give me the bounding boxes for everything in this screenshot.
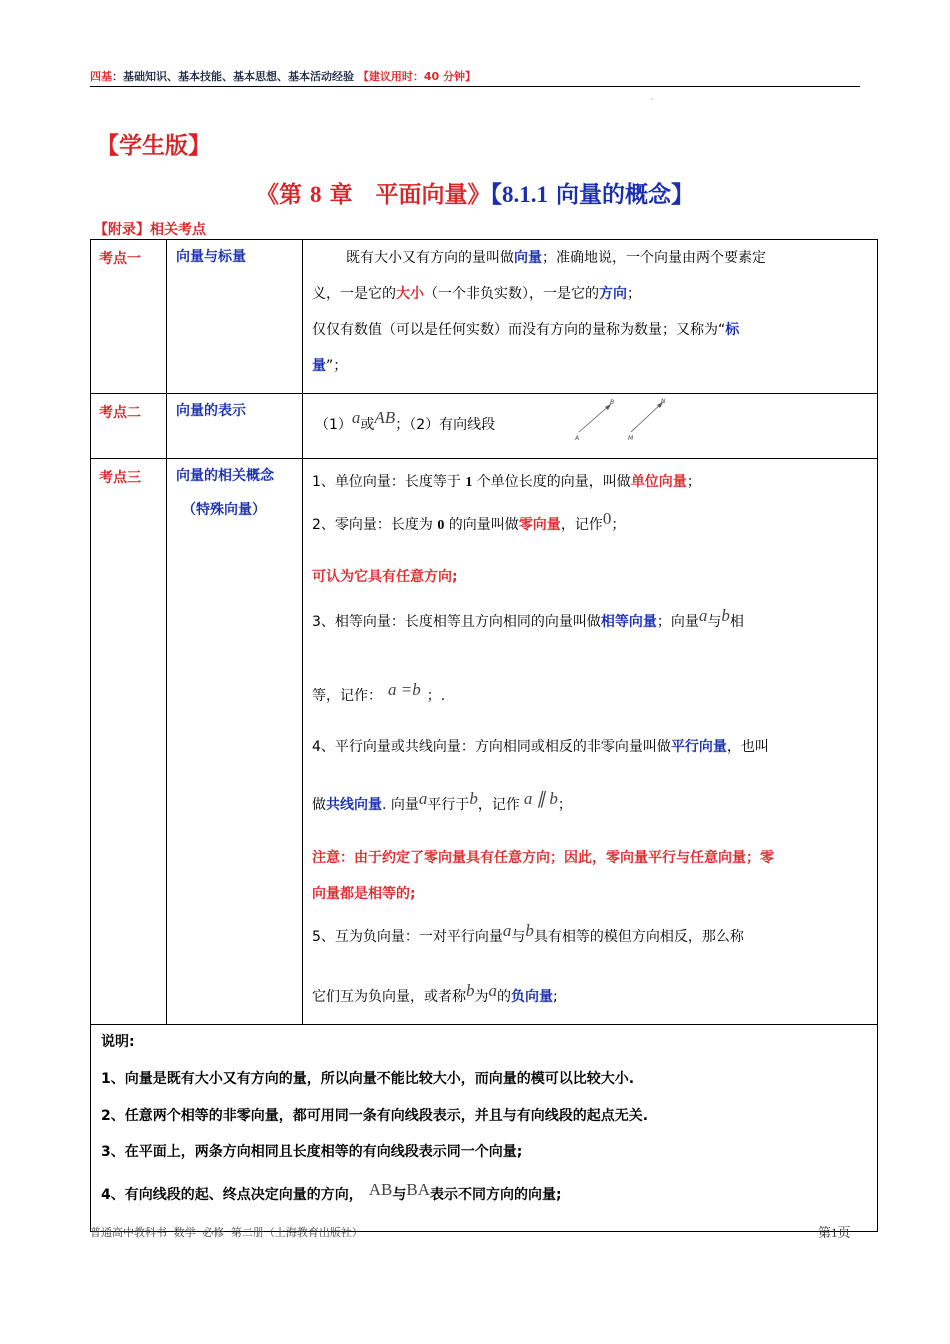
title-part3: 【 bbox=[490, 182, 502, 208]
zero-vector-note: 可认为它具有任意方向; bbox=[312, 569, 458, 585]
parallel-note: 注意：由于约定了零向量具有任意方向；因此，零向量平行与任意向量；零 bbox=[312, 850, 774, 866]
keyword-scalar-part2: 量 bbox=[312, 358, 326, 374]
point-N-label: N bbox=[661, 398, 666, 405]
keyword-negative-vector: 负向量 bbox=[511, 989, 553, 1005]
page-title bbox=[0, 176, 950, 209]
keyword-direction: 方向 bbox=[599, 286, 627, 302]
student-version-tag: 【学生版】 bbox=[96, 133, 211, 159]
keyword-parallel-vector: 平行向量 bbox=[670, 739, 727, 755]
title-chapter-number: 8 bbox=[309, 182, 322, 207]
title-part4: 向量的概念】 bbox=[548, 182, 695, 208]
notes-heading: 说明: bbox=[101, 1034, 135, 1050]
point-A-label: A bbox=[575, 435, 580, 442]
keyword-magnitude: 大小 bbox=[396, 286, 424, 302]
topic-label: 向量与标量 bbox=[167, 240, 303, 394]
table-row bbox=[91, 1025, 878, 1232]
table-row bbox=[91, 459, 878, 1025]
tick-mark: ' bbox=[651, 97, 653, 105]
directed-segment-figure bbox=[571, 398, 681, 442]
notes-cell bbox=[91, 1025, 878, 1232]
header-prefix: 四基 bbox=[90, 70, 112, 83]
title-part1: 《第 bbox=[255, 182, 310, 208]
note-item: 2、任意两个相等的非零向量，都可用同一条有向线段表示，并且与有向线段的起点无关. bbox=[101, 1108, 649, 1124]
point-B-label: B bbox=[610, 399, 615, 406]
kp-label: 考点一 bbox=[91, 240, 167, 394]
topic-label: 向量的表示 bbox=[167, 394, 303, 459]
title-section: 8.1.1 bbox=[502, 182, 548, 207]
math-a: a bbox=[351, 408, 361, 427]
kp-label: 考点三 bbox=[91, 459, 167, 1025]
appendix-label: 【附录】相关考点 bbox=[94, 222, 206, 238]
topic-content: 既有大小又有方向的量叫做向量；准确地说，一个向量由两个要素定 义，一是它的大小（一个非负实数），一是它的方向； 仅仅有数值（可以是任何实数）而没有方向的量称为数量；又称为“标 量”； bbox=[303, 240, 878, 394]
footer-source: 普通高中教科书 数学 必修 第二册（上海教育出版社） bbox=[90, 1226, 363, 1239]
header-divider bbox=[90, 86, 860, 87]
header-items: 基础知识、基本技能、基本思想、基本活动经验 bbox=[123, 70, 354, 83]
math-AB: AB bbox=[374, 408, 396, 427]
keyword-unit-vector: 单位向量 bbox=[630, 474, 687, 490]
keyword-zero-vector: 零向量 bbox=[518, 517, 561, 533]
topic-label: 向量的相关概念 （特殊向量） bbox=[167, 459, 303, 1025]
topic-content: （1）a或AB；（2）有向线段 A B M N bbox=[303, 394, 878, 459]
title-part2: 章 平面向量》 bbox=[321, 182, 491, 208]
parallel-note-cont: 向量都是相等的; bbox=[312, 886, 416, 902]
keyword-collinear-vector: 共线向量 bbox=[326, 797, 382, 813]
note-item: 3、在平面上，两条方向相同且长度相等的有向线段表示同一个向量; bbox=[101, 1144, 523, 1160]
note-item: 4、有向线段的起、终点决定向量的方向， AB与BA表示不同方向的向量; bbox=[101, 1180, 562, 1203]
header-colon: ： bbox=[112, 70, 123, 83]
keyword-scalar-part1: 标 bbox=[725, 322, 740, 338]
point-M-label: M bbox=[628, 435, 634, 442]
topic-content: 1、单位向量：长度等于 1 个单位长度的向量，叫做单位向量； 2、零向量：长度为 0 的向量叫做零向量，记作0； 可认为它具有任意方向; 3、相等向量：长度相等且方向相同的向量叫做相等向量；向量a与b相 等，记作： a =b ；. 4、平行向量或共线向量：方向相同或相反的非零向量叫做平行向量，也叫 做共线向量. 向量a平行于b，记作 a ∥ b； 注意：由于约定了零向量具有任意方向；因此，零向量平行与任意向量；零 向量都是相等的; 5、互为负向量：一对平行向量a与b具有相等的模但方向相反，那么称 它们互为负向量，或者称b为a的负向量; bbox=[303, 459, 878, 1025]
concept-table bbox=[90, 239, 878, 1232]
keyword-equal-vector: 相等向量 bbox=[600, 614, 657, 630]
keyword-vector: 向量 bbox=[514, 250, 542, 266]
page-header bbox=[90, 68, 860, 86]
note-item: 1、向量是既有大小又有方向的量，所以向量不能比较大小，而向量的模可以比较大小. bbox=[101, 1071, 635, 1087]
kp-label: 考点二 bbox=[91, 394, 167, 459]
table-row bbox=[91, 394, 878, 459]
header-time-tag: 【建议用时：40 分钟】 bbox=[357, 70, 476, 83]
footer-page-number: 第1页 bbox=[818, 1225, 851, 1240]
table-row bbox=[91, 240, 878, 394]
